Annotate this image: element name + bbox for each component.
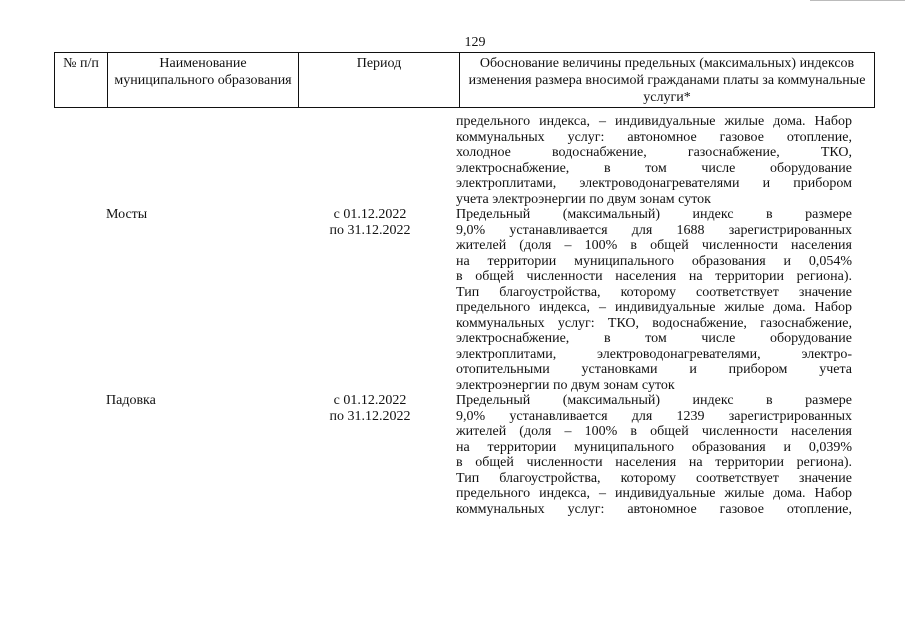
header-name: Наименование муниципального образования bbox=[108, 53, 299, 108]
municipality-name: Мосты bbox=[106, 207, 148, 222]
text-line: электроснабжение, в том числе оборудование bbox=[456, 331, 852, 346]
text-line: жителей (доля – 100% в общей численности населения bbox=[456, 238, 852, 253]
text-line: 9,0% устанавливается для 1688 зарегистрированных bbox=[456, 222, 852, 238]
text-line: отопительными установками и прибором учета bbox=[456, 362, 852, 377]
text-line: холодное водоснабжение, газоснабжение, ТКО, bbox=[456, 145, 852, 160]
text-line: на территории муниципального образования и 0,054% bbox=[456, 253, 852, 269]
period-to: по 31.12.2022 bbox=[329, 222, 411, 238]
header-period: Период bbox=[299, 53, 460, 108]
cell-basis bbox=[456, 207, 852, 393]
text-line: 9,0% устанавливается для 1239 зарегистрированных bbox=[456, 408, 852, 424]
table-row bbox=[54, 393, 858, 517]
cell-period bbox=[292, 393, 448, 517]
period-to: по 31.12.2022 bbox=[329, 408, 411, 424]
cell-period bbox=[292, 114, 448, 207]
text-line: электроплитами, электроводонагревателями и прибором bbox=[456, 176, 852, 191]
cell-num bbox=[54, 207, 106, 393]
text-line: Предельный (максимальный) индекс в размере bbox=[456, 207, 852, 222]
text-line: жителей (доля – 100% в общей численности населения bbox=[456, 424, 852, 439]
text-line: коммунальных услуг: ТКО, водоснабжение, газоснабжение, bbox=[456, 315, 852, 331]
period-from: с 01.12.2022 bbox=[333, 207, 407, 222]
text-line: коммунальных услуг: автономное газовое отопление, bbox=[456, 501, 852, 517]
cell-basis bbox=[456, 114, 852, 207]
cell-name bbox=[106, 207, 292, 393]
table-header bbox=[54, 52, 875, 108]
cell-basis bbox=[456, 393, 852, 517]
cell-name bbox=[106, 114, 292, 207]
text-line: электроплитами, электроводонагревателями, электро- bbox=[456, 346, 852, 362]
text-line: Тип благоустройства, которому соответствует значение bbox=[456, 470, 852, 486]
text-line: в общей численности населения на территории региона). bbox=[456, 455, 852, 470]
cell-num bbox=[54, 114, 106, 207]
cell-num bbox=[54, 393, 106, 517]
text-line: электроэнергии по двум зонам суток bbox=[456, 377, 675, 393]
municipality-name: Падовка bbox=[106, 393, 156, 408]
header-num: № п/п bbox=[55, 53, 108, 108]
text-line: электроснабжение, в том числе оборудование bbox=[456, 160, 852, 176]
text-line: предельного индекса, – индивидуальные жилые дома. Набор bbox=[456, 486, 852, 501]
text-line: на территории муниципального образования и 0,039% bbox=[456, 439, 852, 455]
text-line: Предельный (максимальный) индекс в размере bbox=[456, 393, 852, 408]
text-line: предельного индекса, – индивидуальные жилые дома. Набор bbox=[456, 300, 852, 315]
text-line: в общей численности населения на территории региона). bbox=[456, 269, 852, 284]
page-number: 129 bbox=[464, 35, 486, 50]
table-row bbox=[54, 207, 858, 393]
table-body bbox=[54, 114, 858, 517]
text-line: учета электроэнергии по двум зонам суток bbox=[456, 191, 711, 207]
period-from: с 01.12.2022 bbox=[333, 393, 407, 408]
header-basis: Обоснование величины предельных (максимальных) индексов изменения размера вносимой гражданами платы за коммунальные услуги* bbox=[460, 53, 875, 108]
table-row-continuation bbox=[54, 114, 858, 207]
cell-period bbox=[292, 207, 448, 393]
text-line: предельного индекса, – индивидуальные жилые дома. Набор bbox=[456, 114, 852, 129]
text-line: коммунальных услуг: автономное газовое отопление, bbox=[456, 129, 852, 145]
cell-name bbox=[106, 393, 292, 517]
scan-artifact bbox=[810, 0, 905, 1]
text-line: Тип благоустройства, которому соответствует значение bbox=[456, 284, 852, 300]
